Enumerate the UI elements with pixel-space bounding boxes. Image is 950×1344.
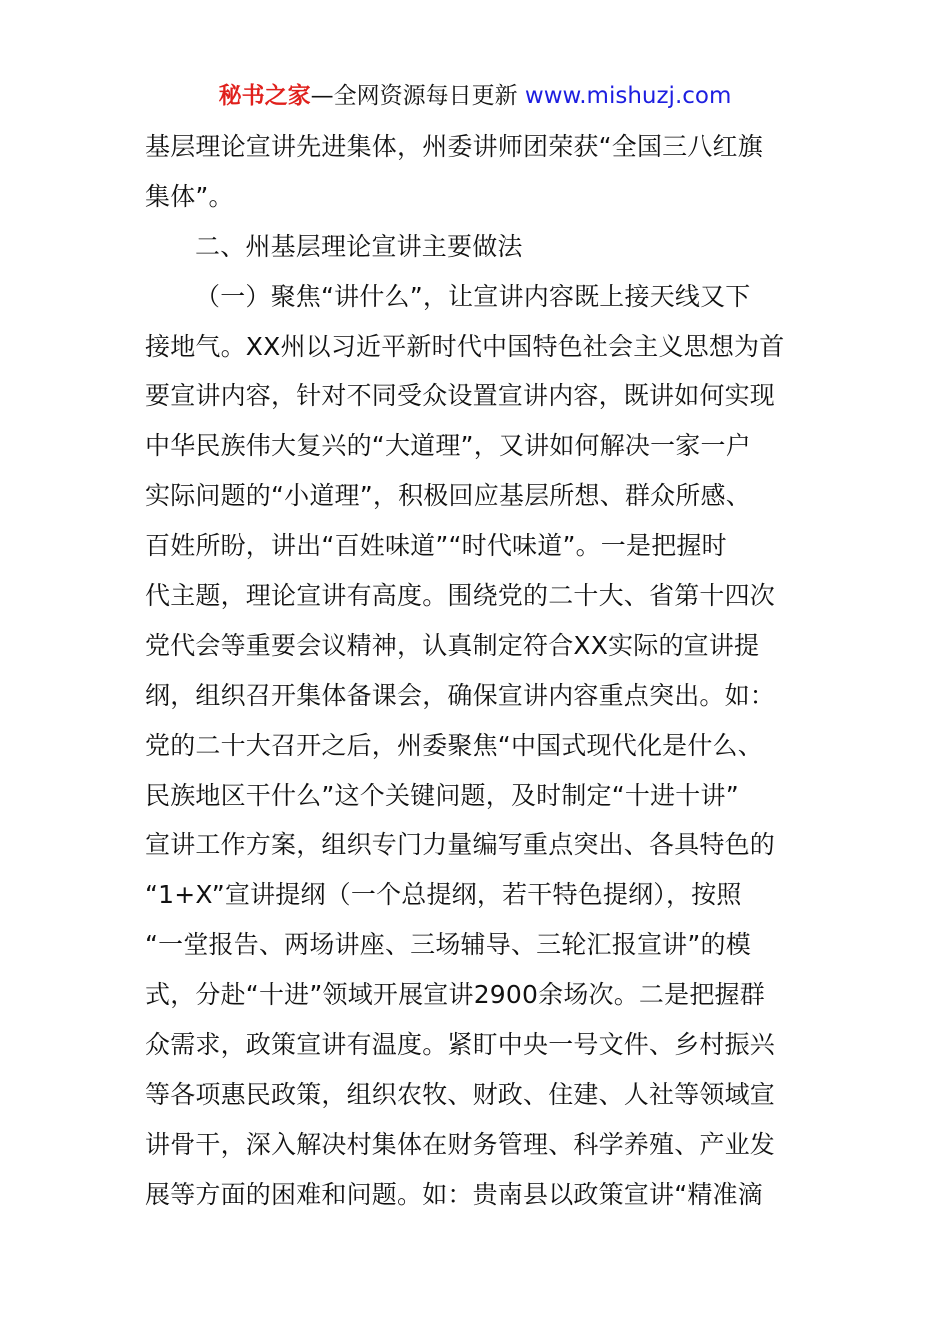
text-line: 展等方面的困难和问题。如：贵南县以政策宣讲“精准滴: [145, 1179, 763, 1209]
text-line: 纲，组织召开集体备课会，确保宣讲内容重点突出。如：: [145, 680, 776, 710]
text-line: 代主题，理论宣讲有高度。围绕党的二十大、省第十四次: [145, 581, 776, 611]
text-line: 讲骨干，深入解决村集体在财务管理、科学养殖、产业发: [145, 1129, 776, 1159]
site-url-link[interactable]: www.mishuzj.com: [524, 83, 732, 109]
site-brand: 秘书之家: [218, 83, 311, 109]
text-line: 宣讲工作方案，组织专门力量编写重点突出、各具特色的: [145, 830, 776, 860]
text-line: 等各项惠民政策，组织农牧、财政、住建、人社等领域宣: [145, 1079, 776, 1109]
text-line: 中华民族伟大复兴的“大道理”，又讲如何解决一家一户: [145, 431, 751, 461]
text-line: 党代会等重要会议精神，认真制定符合XX实际的宣讲提: [145, 630, 760, 660]
text-line: “一堂报告、两场讲座、三场辅导、三轮汇报宣讲”的模: [145, 930, 751, 960]
text-line: 式，分赴“十进”领域开展宣讲2900余场次。二是把握群: [145, 980, 765, 1010]
subsection-heading-line: （一）聚焦“讲什么”，让宣讲内容既上接天线又下: [195, 281, 751, 311]
text-line: 实际问题的“小道理”，积极回应基层所想、群众所感、: [145, 481, 751, 511]
page-header: [0, 80, 950, 112]
site-tagline: —全网资源每日更新: [310, 83, 525, 109]
text-line: 百姓所盼，讲出“百姓味道”“时代味道”。一是把握时: [145, 531, 727, 561]
text-line: 基层理论宣讲先进集体，州委讲师团荣获“全国三八红旗: [145, 132, 763, 161]
text-line: 民族地区干什么”这个关键问题，及时制定“十进十讲”: [145, 780, 739, 810]
text-line: 集体”。: [145, 181, 234, 211]
text-line: 党的二十大召开之后，州委聚焦“中国式现代化是什么、: [145, 730, 763, 760]
text-line: 要宣讲内容，针对不同受众设置宣讲内容，既讲如何实现: [145, 381, 776, 411]
document-body: [145, 122, 810, 1220]
section-heading: 二、州基层理论宣讲主要做法: [195, 231, 523, 261]
text-line: “1+X”宣讲提纲（一个总提纲，若干特色提纲），按照: [145, 880, 742, 910]
text-line: 接地气。XX州以习近平新时代中国特色社会主义思想为首: [145, 331, 785, 361]
text-line: 众需求，政策宣讲有温度。紧盯中央一号文件、乡村振兴: [145, 1030, 776, 1060]
